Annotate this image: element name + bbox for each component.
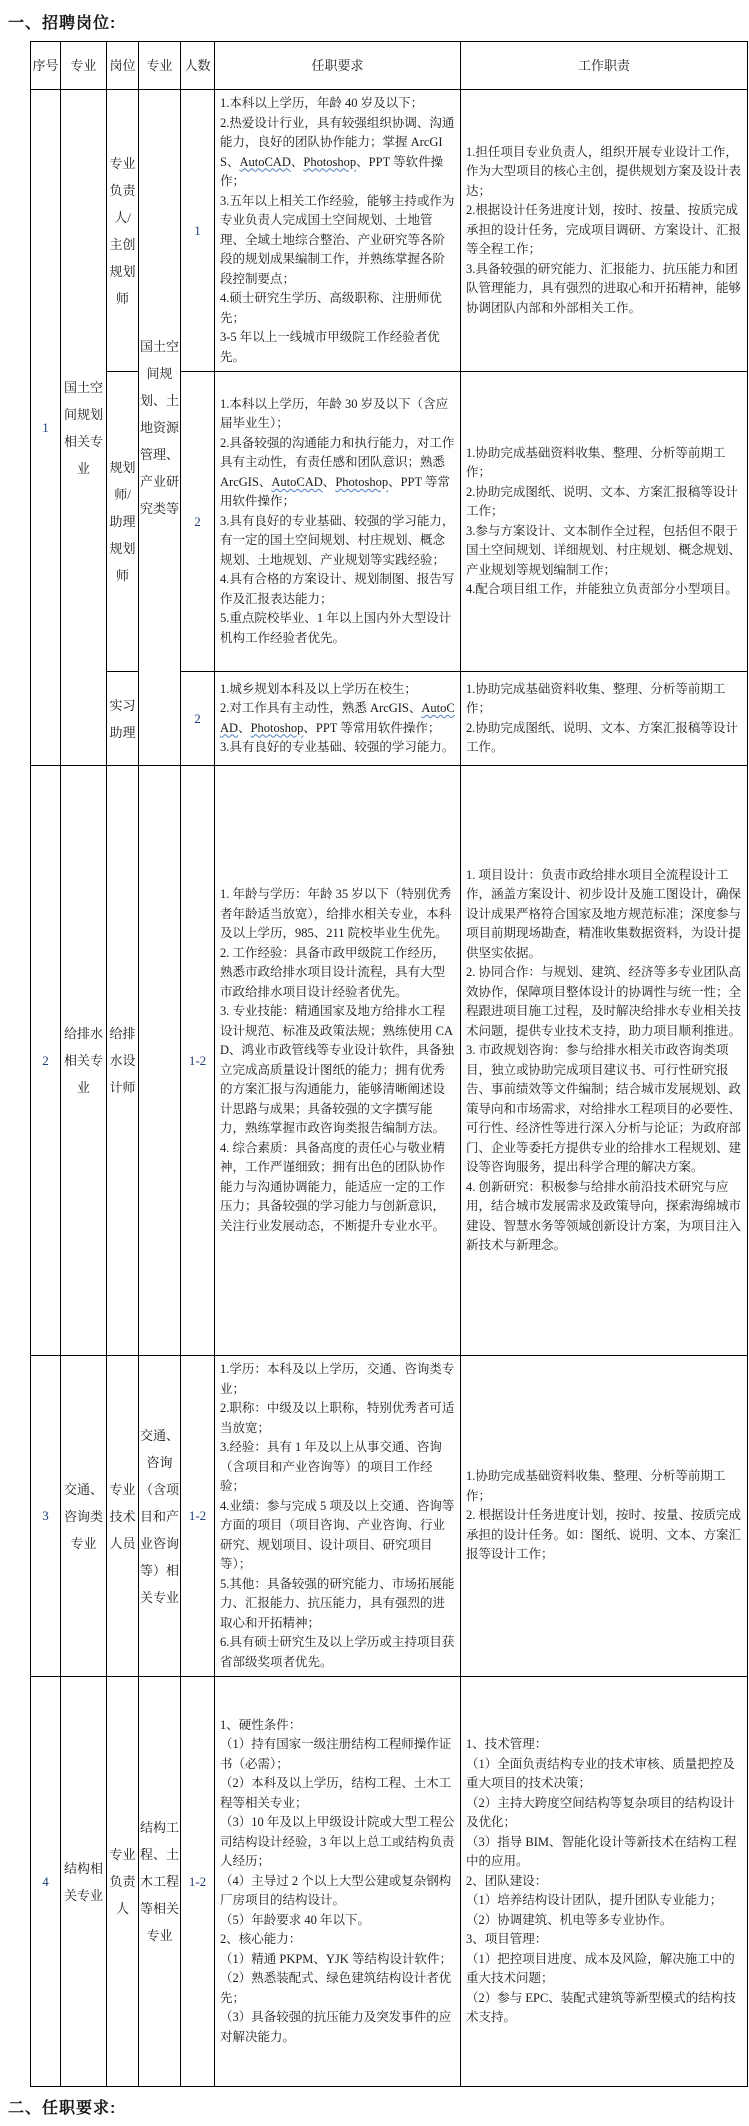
- column-header-requirements: 任职要求: [215, 42, 461, 90]
- cell-requirements: 1.本科以上学历，年龄 40 岁及以下； 2.热爱设计行业，具有较强组织协调、沟通能力，良好的团队协作能力；掌握 ArcGIS、AutoCAD、Photoshop、PPT 等软件操作； 3.五年以上相关工作经验，能够主持或作为专业负责人完成国土空间规划、土地管理、全域土地综合整治、产业研究等各阶段的规划成果编制工作，并熟练掌握各阶段控制要点； 4.硕士研究生学历、高级职称、注册师优先； 3-5 年以上一线城市甲级院工作经验者优先。: [215, 90, 461, 372]
- cell-requirements: 1.本科以上学历，年龄 30 岁及以下（含应届毕业生）； 2.具备较强的沟通能力和执行能力，对工作具有主动性，有责任感和团队意识；熟悉 ArcGIS、AutoCAD、Photoshop、PPT 等常用软件操作； 3.具有良好的专业基础、较强的学习能力，有一定的国土空间规划、村庄规划、概念规划、土地规划、产业规划等实践经验； 4.具有合格的方案设计、规划制图、报告写作及汇报表达能力； 5.重点院校毕业、1 年以上国内外大型设计机构工作经验者优先。: [215, 372, 461, 672]
- cell-duties: 1.协助完成基础资料收集、整理、分析等前期工作； 2.协助完成图纸、说明、文本、方案汇报稿等设计工作； 3.参与方案设计、文本制作全过程，包括但不限于国土空间规划、详细规划、村庄规划、概念规划、产业规划等规划编制工作； 4.配合项目组工作，并能独立负责部分小型项目。: [461, 372, 748, 672]
- cell-major: 给排水相关专业: [61, 766, 107, 1356]
- table-row: [31, 1356, 748, 1677]
- cell-requirements: 1、硬性条件： （1）持有国家一级注册结构工程师操作证书（必需）； （2）本科及以上学历，结构工程、土木工程等相关专业； （3）10 年及以上甲级设计院或大型工程公司结构设计经验，3 年以上总工或结构负责人经历； （4）主导过 2 个以上大型公建或复杂钢构厂房项目的结构设计。 （5）年龄要求 40 年以下。 2、核心能力： （1）精通 PKPM、YJK 等结构设计软件； （2）熟悉装配式、绿色建筑结构设计者优先； （3）具备较强的抗压能力及突发事件的应对解决能力。: [215, 1677, 461, 2087]
- cell-requirements: 1. 年龄与学历：年龄 35 岁以下（特别优秀者年龄适当放宽），给排水相关专业，本科及以上学历，985、211 院校毕业生优先。 2. 工作经验：具备市政甲级院工作经历，熟悉市政给排水项目设计流程，具有大型市政给排水项目设计经验者优先。 3. 专业技能：精通国家及地方给排水工程设计规范、标准及政策法规；熟练使用 CAD、鸿业市政管线等专业设计软件，具备独立完成高质量设计图纸的能力；拥有优秀的方案汇报与沟通能力，能够清晰阐述设计思路与成果；具备较强的文字撰写能力，熟练掌握市政咨询类报告编制方法。 4. 综合素质：具备高度的责任心与敬业精神，工作严谨细致；拥有出色的团队协作能力与沟通协调能力，能适应一定的工作压力；具备较强的学习能力与创新意识，关注行业发展动态，不断提升专业水平。: [215, 766, 461, 1356]
- cell-count: 2: [181, 372, 215, 672]
- table-row: [31, 1677, 748, 2087]
- cell-position: 规划师/助理规划师: [107, 372, 139, 672]
- cell-duties: 1、技术管理： （1）全面负责结构专业的技术审核、质量把控及重大项目的技术决策； （2）主持大跨度空间结构等复杂项目的结构设计及优化； （3）指导 BIM、智能化设计等新技术在结构工程中的应用。 2、团队建设： （1）培养结构设计团队，提升团队专业能力； （2）协调建筑、机电等多专业协作。 3、项目管理： （1）把控项目进度、成本及风险，解决施工中的重大技术问题； （2）参与 EPC、装配式建筑等新型模式的结构技术支持。: [461, 1677, 748, 2087]
- column-header-count: 人数: [181, 42, 215, 90]
- cell-duties: 1.协助完成基础资料收集、整理、分析等前期工作； 2. 根据设计任务进度计划，按时、按量、按质完成承担的设计任务。如：图纸、说明、文本、方案汇报等设计工作；: [461, 1356, 748, 1677]
- cell-position: 专业负责人: [107, 1677, 139, 2087]
- cell-count: 1-2: [181, 1677, 215, 2087]
- cell-no: 4: [31, 1677, 61, 2087]
- cell-major: 国土空间规划相关专业: [61, 90, 107, 766]
- cell-count: 1: [181, 90, 215, 372]
- cell-count: 1-2: [181, 766, 215, 1356]
- cell-requirements: 1.学历：本科及以上学历，交通、咨询类专业； 2.职称：中级及以上职称，特别优秀者可适当放宽； 3.经验：具有 1 年及以上从事交通、咨询（含项目和产业咨询等）的项目工作经验； 4.业绩：参与完成 5 项及以上交通、咨询等方面的项目（项目咨询、产业咨询、行业研究、规划项目、设计项目、研究项目等）； 5.其他：具备较强的研究能力、市场拓展能力、汇报能力、抗压能力，具有强烈的进取心和开拓精神； 6.具有硕士研究生及以上学历或主持项目获省部级奖项者优先。: [215, 1356, 461, 1677]
- cell-duties: 1. 项目设计：负责市政给排水项目全流程设计工作，涵盖方案设计、初步设计及施工图设计，确保设计成果严格符合国家及地方规范标准；深度参与项目前期现场勘查，精准收集数据资料，为设计提供坚实依据。 2. 协同合作：与规划、建筑、经济等多专业团队高效协作，保障项目整体设计的协调性与统一性；全程跟进项目施工过程，及时解决给排水专业相关技术问题，提供专业技术支持，助力项目顺利推进。 3. 市政规划咨询：参与给排水相关市政咨询类项目，独立或协助完成项目建议书、可行性研究报告、事前绩效等文件编制；结合城市发展规划、政策导向和市场需求，对给排水工程项目的必要性、可行性、经济性等进行深入分析与论证；为政府部门、企业等委托方提供专业的给排水工程规划、建设等咨询服务，提出科学合理的解决方案。 4. 创新研究：积极参与给排水前沿技术研究与应用，结合城市发展需求及政策导向，探索海绵城市建设、智慧水务等领域创新设计方案，为项目注入新技术与新理念。: [461, 766, 748, 1356]
- cell-duties: 1.协助完成基础资料收集、整理、分析等前期工作； 2.协助完成图纸、说明、文本、方案汇报稿等设计工作。: [461, 672, 748, 766]
- table-row: [31, 90, 748, 372]
- cell-major: 交通、咨询类专业: [61, 1356, 107, 1677]
- section-title-requirements: 二、任职要求:: [8, 2100, 117, 2117]
- cell-major: 结构相关专业: [61, 1677, 107, 2087]
- cell-duties: 1.担任项目专业负责人，组织开展专业设计工作，作为大型项目的核心主创，提供规划方案及设计表达； 2.根据设计任务进度计划，按时、按量、按质完成承担的设计任务，完成项目调研、方案设计、汇报等全程工作； 3.具备较强的研究能力、汇报能力、抗压能力和团队管理能力，具有强烈的进取心和开拓精神，能够协调团队内部和外部相关工作。: [461, 90, 748, 372]
- column-header-position: 岗位: [107, 42, 139, 90]
- cell-major-detail: [139, 766, 181, 1356]
- cell-no: 1: [31, 90, 61, 766]
- section-title-recruitment: 一、招聘岗位:: [8, 15, 117, 32]
- cell-position: 专业技术人员: [107, 1356, 139, 1677]
- cell-count: 1-2: [181, 1356, 215, 1677]
- header-row: [31, 42, 748, 90]
- table-row: [31, 672, 748, 766]
- table-row: [31, 372, 748, 672]
- cell-major-detail: 国土空间规划、土地资源管理、产业研究类等: [139, 90, 181, 766]
- cell-position: 给排水设计师: [107, 766, 139, 1356]
- column-header-no: 序号: [31, 42, 61, 90]
- cell-no: 2: [31, 766, 61, 1356]
- column-header-major-detail: 专业: [139, 42, 181, 90]
- cell-requirements: 1.城乡规划本科及以上学历在校生； 2.对工作具有主动性，熟悉 ArcGIS、AutoCAD、Photoshop、PPT 等常用软件操作； 3.具有良好的专业基础、较强的学习能力。: [215, 672, 461, 766]
- cell-major-detail: 交通、咨询（含项目和产业咨询等）相关专业: [139, 1356, 181, 1677]
- cell-position: 实习助理: [107, 672, 139, 766]
- recruitment-table: [30, 41, 748, 2087]
- cell-count: 2: [181, 672, 215, 766]
- cell-position: 专业负责人/主创规划师: [107, 90, 139, 372]
- column-header-duties: 工作职责: [461, 42, 748, 90]
- table-row: [31, 766, 748, 1356]
- cell-major-detail: 结构工程、土木工程等相关专业: [139, 1677, 181, 2087]
- column-header-major: 专业: [61, 42, 107, 90]
- cell-no: 3: [31, 1356, 61, 1677]
